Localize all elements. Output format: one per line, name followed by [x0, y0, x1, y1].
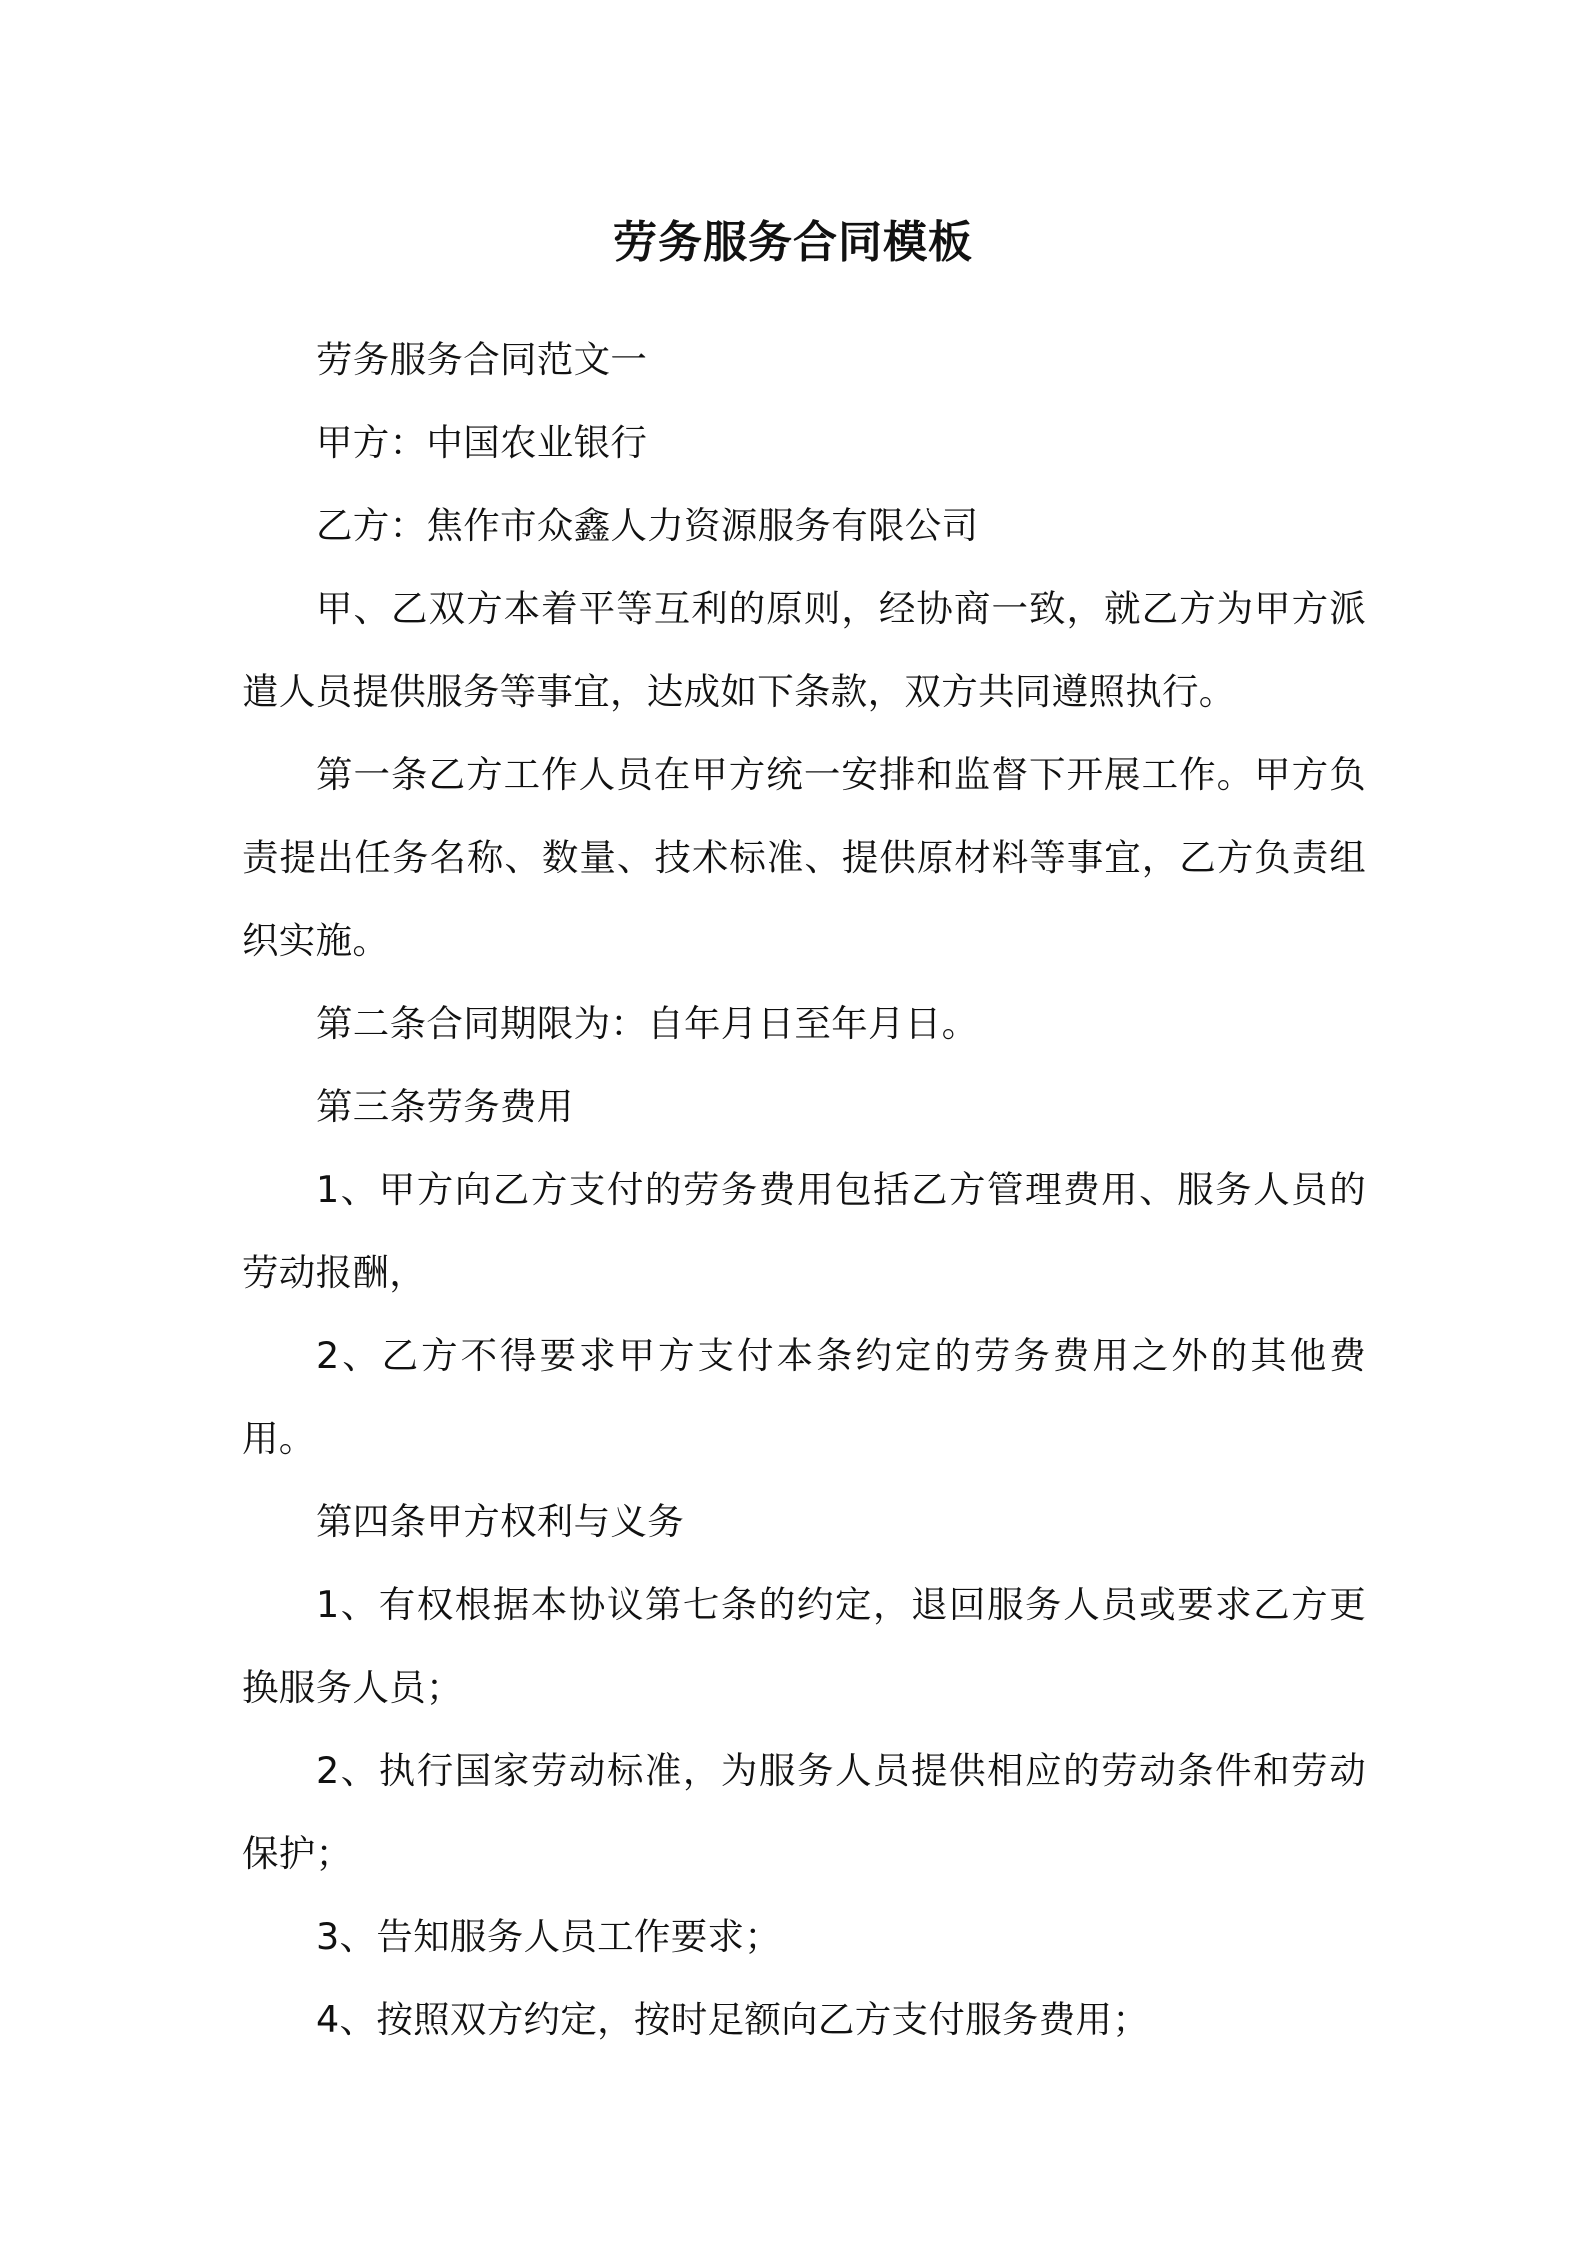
- paragraph-article-2: 第二条合同期限为：自年月日至年月日。: [316, 1002, 979, 1045]
- paragraph-article-4-item-1: 1、有权根据本协议第七条的约定，退回服务人员或要求乙方更换服务人员；: [242, 1583, 1366, 1709]
- paragraph-party-b: 乙方：焦作市众鑫人力资源服务有限公司: [316, 504, 979, 547]
- paragraph-article-4: 第四条甲方权利与义务: [316, 1500, 684, 1543]
- paragraph-article-4-item-2: 2、执行国家劳动标准，为服务人员提供相应的劳动条件和劳动保护；: [242, 1749, 1366, 1875]
- document-body: [242, 318, 1366, 2061]
- paragraph-heading: 劳务服务合同范文一: [316, 338, 648, 381]
- paragraph-preamble: 甲、乙双方本着平等互利的原则，经协商一致，就乙方为甲方派遣人员提供服务等事宜，达成如下条款，双方共同遵照执行。: [242, 587, 1366, 713]
- paragraph-article-3: 第三条劳务费用: [316, 1085, 574, 1128]
- paragraph-article-4-item-4: 4、按照双方约定，按时足额向乙方支付服务费用；: [316, 1998, 1150, 2041]
- document-title: 劳务服务合同模板: [613, 217, 973, 268]
- paragraph-article-4-item-3: 3、告知服务人员工作要求；: [316, 1915, 782, 1958]
- paragraph-article-3-item-2: 2、乙方不得要求甲方支付本条约定的劳务费用之外的其他费用。: [242, 1334, 1366, 1460]
- paragraph-article-1: 第一条乙方工作人员在甲方统一安排和监督下开展工作。甲方负责提出任务名称、数量、技术标准、提供原材料等事宜，乙方负责组织实施。: [242, 753, 1366, 962]
- paragraph-article-3-item-1: 1、甲方向乙方支付的劳务费用包括乙方管理费用、服务人员的劳动报酬，: [242, 1168, 1366, 1294]
- paragraph-party-a: 甲方：中国农业银行: [316, 421, 648, 464]
